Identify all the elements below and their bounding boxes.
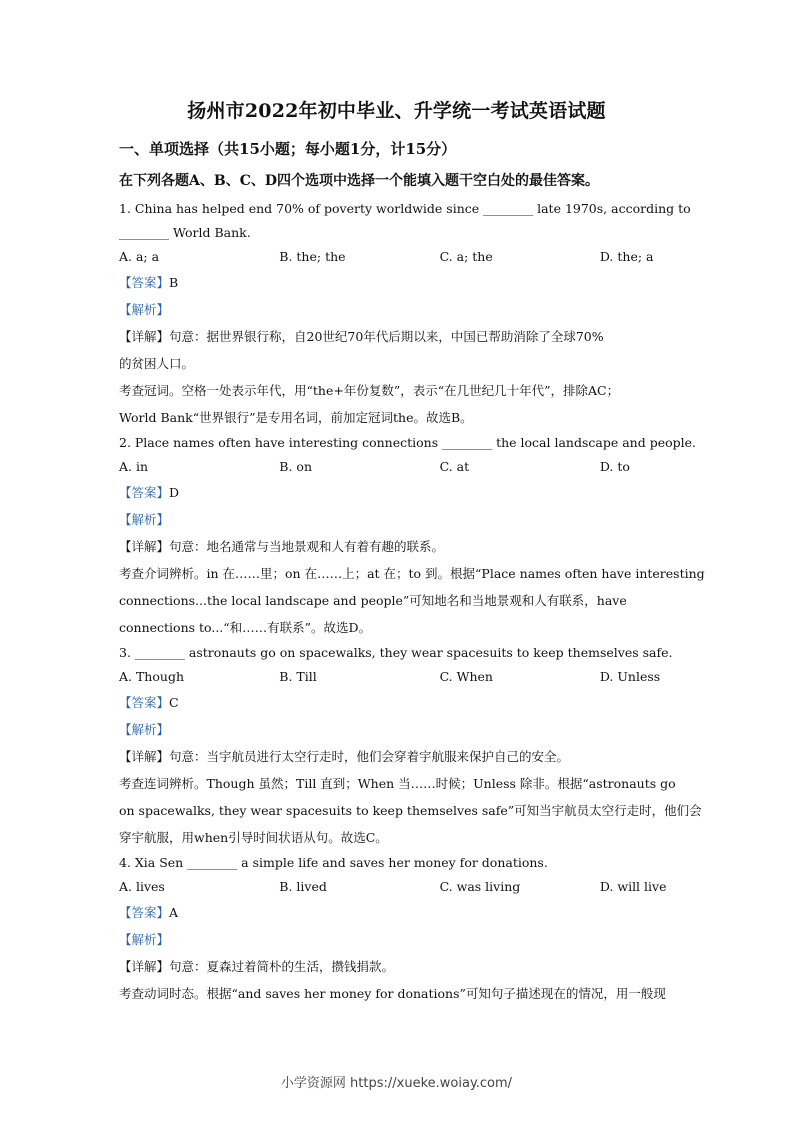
answer-option: A. a; a [119, 249, 160, 264]
answer-option: C. was living [439, 879, 521, 894]
question-stem: ________ World Bank. [119, 225, 251, 240]
answer-option: D. will live [599, 879, 667, 894]
answer-value: C [169, 695, 179, 710]
analysis-label: 【解析】 [119, 512, 170, 527]
explanation-text: 考查动词时态。根据“and saves her money for donations”可知句子描述现在的情况，用一般现 [119, 986, 666, 1001]
explanation-text: connections...the local landscape and people”可知地名和当地景观和人有联系，have [119, 593, 627, 608]
analysis-label: 【解析】 [119, 302, 170, 317]
page-title: 扬州市2022年初中毕业、升学统一考试英语试题 [187, 100, 606, 122]
answer-option: B. Till [279, 669, 317, 684]
explanation-text: 【详解】句意：据世界银行称，自20世纪70年代后期以来，中国已帮助消除了全球70% [119, 329, 604, 344]
question-block [119, 431, 705, 641]
answer-option: D. Unless [599, 669, 661, 684]
answer-line [119, 899, 679, 926]
explanation-text: World Bank“世界银行”是专用名词，前加定冠词the。故选B。 [119, 410, 473, 425]
explanation-text: 考查冠词。空格一处表示年代，用“the+年份复数”，表示“在几世纪几十年代”，排除AC； [119, 383, 620, 398]
questions-list [119, 197, 705, 1007]
answer-line [119, 479, 679, 506]
answer-option: D. the; a [599, 249, 654, 264]
answer-option: C. When [439, 669, 493, 684]
answer-label: 【答案】 [119, 905, 170, 920]
answer-option: C. at [439, 459, 470, 474]
analysis-label: 【解析】 [119, 932, 170, 947]
answer-label: 【答案】 [119, 275, 170, 290]
instruction-text: 在下列各题A、B、C、D四个选项中选择一个能填入题干空白处的最佳答案。 [119, 173, 599, 189]
answer-line [119, 689, 679, 716]
answer-option: A. in [119, 459, 149, 474]
question-stem: 3. ________ astronauts go on spacewalks, they wear spacesuits to keep themselves safe. [119, 645, 673, 660]
option-row [119, 455, 679, 479]
section-heading: 一、单项选择（共15小题；每小题1分，计15分） [119, 140, 457, 158]
explanation-text: on spacewalks, they wear spacesuits to keep themselves safe”可知当宇航员太空行走时，他们会 [119, 803, 702, 818]
explanation-text: 【详解】句意：当宇航员进行太空行走时，他们会穿着宇航服来保护自己的安全。 [119, 749, 570, 764]
answer-option: B. the; the [279, 249, 346, 264]
explanation-text: 【详解】句意：地名通常与当地景观和人有着有趣的联系。 [119, 539, 445, 554]
option-row [119, 665, 679, 689]
explanation-text: connections to...“和……有联系”。故选D。 [119, 620, 372, 635]
answer-option: B. on [279, 459, 312, 474]
question-block [119, 641, 702, 851]
option-row [119, 245, 679, 269]
analysis-label: 【解析】 [119, 722, 170, 737]
answer-option: B. lived [279, 879, 327, 894]
answer-line [119, 269, 679, 296]
answer-label: 【答案】 [119, 695, 170, 710]
answer-option: C. a; the [439, 249, 493, 264]
question-stem: 1. China has helped end 70% of poverty worldwide since ________ late 1970s, according to [119, 201, 691, 216]
answer-option: D. to [599, 459, 630, 474]
answer-option: A. lives [119, 879, 165, 894]
option-row [119, 875, 679, 899]
explanation-text: 考查连词辨析。Though 虽然；Till 直到；When 当……时候；Unless 除非。根据“astronauts go [119, 776, 676, 791]
question-block [119, 197, 691, 431]
answer-value: B [169, 275, 179, 290]
footer-watermark[interactable]: 小学资源网 https://xueke.woiay.com/ [280, 1076, 513, 1091]
explanation-text: 【详解】句意：夏森过着简朴的生活，攒钱捐款。 [119, 959, 395, 974]
answer-label: 【答案】 [119, 485, 170, 500]
question-block [119, 851, 679, 1007]
question-stem: 4. Xia Sen ________ a simple life and saves her money for donations. [119, 855, 548, 870]
question-stem: 2. Place names often have interesting connections ________ the local landscape and people. [119, 435, 697, 450]
answer-option: A. Though [119, 669, 184, 684]
explanation-text: 的贫困人口。 [119, 356, 195, 371]
explanation-text: 考查介词辨析。in 在……里；on 在……上；at 在；to 到。根据“Place names often have interesting [119, 566, 705, 581]
answer-value: D [169, 485, 180, 500]
answer-value: A [169, 905, 179, 920]
explanation-text: 穿宇航服，用when引导时间状语从句。故选C。 [119, 830, 388, 845]
